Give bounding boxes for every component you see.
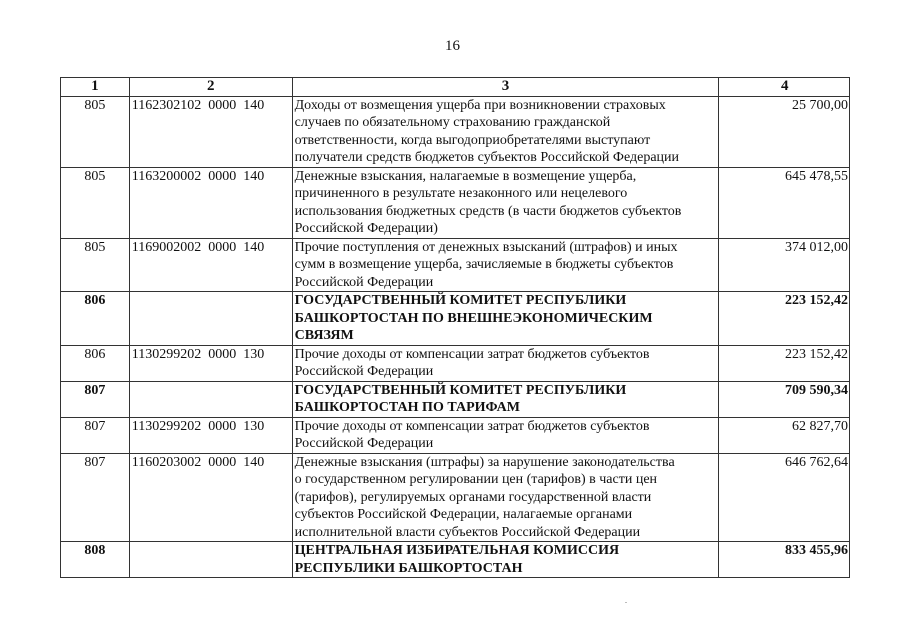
admin-code-cell: 807 [61,417,130,453]
scan-speck [625,602,627,603]
amount-cell: 374 012,00 [719,238,850,292]
revenue-code-cell [129,292,292,346]
amount-cell: 223 152,42 [719,345,850,381]
admin-code-cell: 805 [61,96,130,167]
admin-code-cell: 805 [61,167,130,238]
revenue-code-cell [129,542,292,578]
column-header: 2 [129,78,292,97]
revenue-code-cell: 1169002002 0000 140 [129,238,292,292]
table-row [61,453,850,542]
amount-cell: 709 590,34 [719,381,850,417]
table-row-agency [61,542,850,578]
description-cell: ГОСУДАРСТВЕННЫЙ КОМИТЕТ РЕСПУБЛИКИ БАШКОРТОСТАН ПО ВНЕШНЕЭКОНОМИЧЕСКИМ СВЯЗЯМ [292,292,719,346]
table-row [61,167,850,238]
admin-code-cell: 807 [61,453,130,542]
revenue-code-cell: 1130299202 0000 130 [129,345,292,381]
description-cell: Денежные взыскания (штрафы) за нарушение законодательства о государственном регулировании цен (тарифов) в части цен (тарифов), регулируемых органами государственной власти субъектов Российской Федерации, налагаемые органами исполнительной власти субъектов Российской Федерации [292,453,719,542]
table-header-row [61,78,850,97]
description-cell: Доходы от возмещения ущерба при возникновении страховых случаев по обязательному страхованию гражданской ответственности, когда выгодоприобретателями выступают получатели средств бюджетов субъектов Российской Федерации [292,96,719,167]
table-row [61,238,850,292]
revenue-code-cell: 1130299202 0000 130 [129,417,292,453]
revenue-code-cell: 1162302102 0000 140 [129,96,292,167]
amount-cell: 645 478,55 [719,167,850,238]
admin-code-cell: 806 [61,292,130,346]
table-row [61,96,850,167]
amount-cell: 646 762,64 [719,453,850,542]
table-row-agency [61,381,850,417]
column-header: 1 [61,78,130,97]
table-row-agency [61,292,850,346]
table-row [61,417,850,453]
description-cell: ГОСУДАРСТВЕННЫЙ КОМИТЕТ РЕСПУБЛИКИ БАШКОРТОСТАН ПО ТАРИФАМ [292,381,719,417]
page-number: 16 [445,38,460,54]
description-cell: Денежные взыскания, налагаемые в возмещение ущерба, причиненного в результате незаконного или нецелевого использования бюджетных средств (в части бюджетов субъектов Российской Федерации) [292,167,719,238]
amount-cell: 223 152,42 [719,292,850,346]
revenue-code-cell [129,381,292,417]
admin-code-cell: 805 [61,238,130,292]
amount-cell: 833 455,96 [719,542,850,578]
column-header: 4 [719,78,850,97]
revenue-code-cell: 1163200002 0000 140 [129,167,292,238]
table-row [61,345,850,381]
revenue-table [60,77,850,578]
revenue-code-cell: 1160203002 0000 140 [129,453,292,542]
column-header: 3 [292,78,719,97]
amount-cell: 62 827,70 [719,417,850,453]
admin-code-cell: 807 [61,381,130,417]
admin-code-cell: 806 [61,345,130,381]
description-cell: Прочие доходы от компенсации затрат бюджетов субъектов Российской Федерации [292,417,719,453]
description-cell: ЦЕНТРАЛЬНАЯ ИЗБИРАТЕЛЬНАЯ КОМИССИЯ РЕСПУБЛИКИ БАШКОРТОСТАН [292,542,719,578]
amount-cell: 25 700,00 [719,96,850,167]
description-cell: Прочие поступления от денежных взысканий (штрафов) и иных сумм в возмещение ущерба, зачисляемые в бюджеты субъектов Российской Федерации [292,238,719,292]
admin-code-cell: 808 [61,542,130,578]
description-cell: Прочие доходы от компенсации затрат бюджетов субъектов Российской Федерации [292,345,719,381]
